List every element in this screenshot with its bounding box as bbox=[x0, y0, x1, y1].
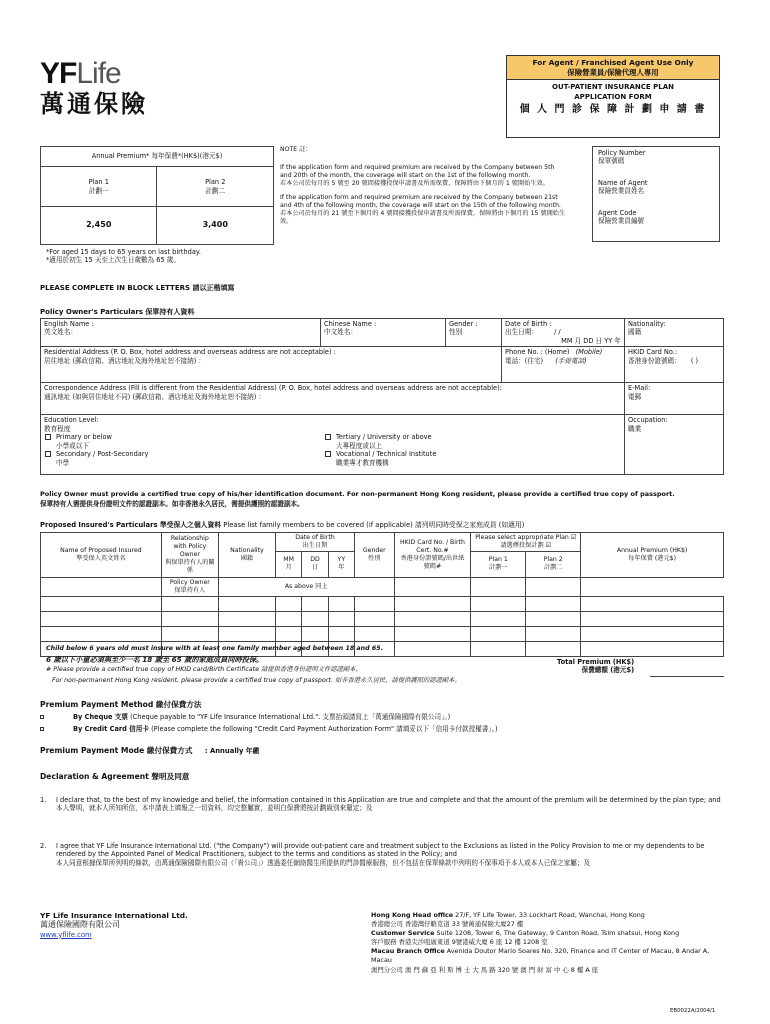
english-name-field[interactable] bbox=[41, 319, 321, 347]
decl-text-1: I declare that, to the best of my knowledge and belief, the information contained in this Application are true and complete and that the amount of the premium will be determined by the plan type; and bbox=[56, 796, 721, 804]
education-field bbox=[41, 415, 625, 475]
agent-box-line2: 保險營業員/保險代理人專用 bbox=[567, 67, 659, 77]
table-cell[interactable] bbox=[328, 611, 354, 626]
table-cell[interactable] bbox=[471, 641, 526, 656]
english-name-label: English Name : bbox=[44, 320, 94, 328]
col-plan1-cn: 計劃一 bbox=[489, 564, 508, 572]
table-cell[interactable] bbox=[161, 596, 218, 611]
hkid-label: HKID Card No.: bbox=[628, 348, 678, 357]
res-address-label: Residential Address (P. O. Box, hotel address and overseas address are not acceptable) : bbox=[44, 348, 336, 357]
decl-number-1: 1. bbox=[40, 796, 47, 804]
customer-service-label: Customer Service bbox=[371, 929, 435, 938]
table-cell[interactable] bbox=[471, 596, 526, 611]
agent-code-label-cn: 保險營業員編號 bbox=[598, 217, 645, 226]
table-cell[interactable] bbox=[471, 611, 526, 626]
note-p2-cn: 若本公司於每月的 21 號至下個月的 4 號間接獲投保申請書及所需保費，保障將由下個月的 15 號開始生效。 bbox=[280, 210, 566, 226]
chinese-name-label: Chinese Name : bbox=[324, 320, 377, 328]
declaration-item-1 bbox=[40, 796, 724, 813]
logo-brand-life: Life bbox=[76, 57, 121, 90]
total-premium-label: Total Premium (HK$) bbox=[557, 658, 635, 666]
dob-label: Date of Birth : bbox=[505, 320, 552, 328]
chinese-name-field[interactable] bbox=[321, 319, 446, 347]
col-plan-select-cn: 請選擇投保計劃 ☑ bbox=[500, 541, 552, 549]
policy-number-label-cn: 保單號碼 bbox=[598, 157, 625, 166]
logo-brand-yf: YF bbox=[40, 57, 77, 90]
table-cell[interactable] bbox=[526, 641, 581, 656]
payment-mode-value: : Annually 年繳 bbox=[204, 747, 260, 755]
age-footnote-cn: *適用於初生 15 天至上次生日歲數為 65 歲。 bbox=[46, 256, 180, 265]
policy-number-label: Policy Number bbox=[598, 149, 646, 157]
table-cell[interactable] bbox=[394, 611, 471, 626]
correspondence-address-field[interactable] bbox=[41, 383, 625, 415]
residential-address-field[interactable] bbox=[41, 347, 502, 383]
dob-label-cn: 出生日期： bbox=[505, 328, 538, 337]
row-policy-owner-cn: 保單持有人 bbox=[174, 586, 206, 594]
col-plan-select: Please select appropriate Plan ☑ bbox=[475, 534, 577, 541]
decl-text-2: I agree that YF Life Insurance International Ltd. ("the Company") will provide out-patient care and treatment subject to the Exclusions as listed in the Policy Provision to me or my dependents to be rendered by the Appointed Panel of Medical Practitioners, subject to the terms and conditions as stated in the Policy; and bbox=[56, 842, 705, 859]
owner-particulars-table bbox=[40, 318, 724, 475]
table-cell[interactable] bbox=[41, 626, 162, 641]
col-hkid-cn: 香港身份證號碼/出世紙號碼# bbox=[400, 554, 465, 570]
agent-code-label: Agent Code bbox=[598, 208, 637, 217]
table-cell[interactable] bbox=[355, 611, 395, 626]
checkbox-vocational[interactable] bbox=[325, 451, 331, 457]
edu-tertiary-cn: 大專程度或以上 bbox=[336, 441, 383, 450]
edu-vocational: Vocational / Technical Institute bbox=[336, 450, 437, 459]
table-cell[interactable] bbox=[526, 596, 581, 611]
hk-office-label: Hong Kong Head office bbox=[371, 911, 454, 919]
phone-field[interactable] bbox=[502, 347, 625, 383]
table-cell[interactable] bbox=[394, 626, 471, 641]
form-title-chinese: 個 人 門 診 保 障 計 劃 申 請 書 bbox=[519, 104, 707, 116]
phone-label: Phone No. : (Home) bbox=[505, 348, 570, 357]
cheque-desc: (Cheque payable to "YF Life Insurance International Ltd.". 支票抬頭請寫上「萬通保險國際有限公司」。) bbox=[130, 713, 451, 721]
owner-plan1-cell[interactable] bbox=[394, 577, 471, 596]
premium-header: Annual Premium* 每年保費*(HK$)(港元$) bbox=[41, 147, 274, 167]
policy-info-box bbox=[592, 146, 720, 242]
declaration-item-2 bbox=[40, 842, 724, 867]
agent-box-line1: For Agent / Franchised Agent Use Only bbox=[532, 58, 694, 67]
edu-vocational-cn: 職業專才教育機構 bbox=[336, 458, 389, 467]
owner-premium-cell[interactable] bbox=[526, 577, 581, 596]
col-gender-cn: 性別 bbox=[368, 554, 381, 562]
col-insured-name-cn: 準受保人英文姓名 bbox=[76, 554, 126, 562]
col-gender: Gender bbox=[362, 547, 386, 554]
edu-secondary: Secondary / Post-Secondary bbox=[56, 450, 149, 459]
edu-primary: Primary or below bbox=[56, 433, 112, 442]
corr-address-label-cn: 通訊地址 (如與居住地址不同) (郵政信箱、酒店地址及海外地址恕不接納) ： bbox=[44, 392, 265, 401]
english-name-label-cn: 英文姓名： bbox=[44, 328, 77, 337]
table-cell[interactable] bbox=[471, 626, 526, 641]
table-cell[interactable] bbox=[302, 626, 328, 641]
col-dd-cn: 日 bbox=[311, 564, 319, 572]
chinese-name-label-cn: 中文姓名： bbox=[324, 328, 357, 337]
table-cell[interactable] bbox=[581, 641, 724, 656]
table-cell[interactable] bbox=[275, 626, 301, 641]
declaration-title: Declaration & Agreement 聲明及同意 bbox=[40, 772, 190, 781]
customer-service-address: Suite 1208, Tower 6, The Gateway, 9 Canton Road, Tsim shatsui, Hong Kong bbox=[436, 929, 680, 938]
dob-slashes: / / bbox=[554, 328, 561, 337]
id-note-cn: 保單持有人需提供身份證明文件的認證副本。如非香港永久居民，需提供護照的認證副本。 bbox=[40, 500, 304, 508]
footer-company: YF Life Insurance International Ltd. bbox=[40, 911, 188, 920]
nationality-label-cn: 國籍 bbox=[628, 328, 642, 337]
plan2-label-cn: 計劃二 bbox=[205, 186, 226, 195]
col-dob: Date of Birth bbox=[295, 534, 335, 541]
decl-text-2-cn: 本人同意根據保單所列明的條款，由萬通保險國際有限公司（「貴公司」）透過委任網絡醫生所提供的門診醫療服務，但不包括在保單條款中列明的不保事項予本人或本人已保之家屬；及 bbox=[56, 858, 591, 867]
nationality-label: Nationality: bbox=[628, 320, 666, 328]
col-nationality-cn: 國籍 bbox=[240, 554, 254, 562]
hkid-label-cn: 香港身份證號碼： bbox=[628, 356, 681, 365]
mobile-label: (Mobile) bbox=[575, 348, 603, 357]
age-footnote: *For aged 15 days to 65 years on last birthday. bbox=[46, 248, 201, 256]
table-cell[interactable] bbox=[218, 596, 275, 611]
child-note: Child below 6 years old must insure with at least one family member aged between 18 and 65. bbox=[46, 645, 383, 652]
table-cell[interactable] bbox=[161, 611, 218, 626]
email-label: E-Mail: bbox=[628, 384, 651, 393]
total-premium-field[interactable] bbox=[650, 676, 724, 677]
dob-field[interactable] bbox=[502, 319, 625, 347]
col-dob-cn: 出生日期 bbox=[302, 541, 328, 549]
plan1-label-cn: 計劃一 bbox=[88, 186, 109, 195]
col-plan2-cn: 計劃二 bbox=[543, 564, 563, 572]
col-mm-cn: 月 bbox=[285, 564, 292, 572]
hkid-check-digit: ( ) bbox=[690, 356, 699, 365]
edu-secondary-cn: 中學 bbox=[56, 458, 70, 467]
col-yy-cn: 年 bbox=[338, 564, 345, 572]
note-p2: If the application form and required premium are received by the Company between 21st and 4th of the following month, the coverage will start on the 15th of the following month. bbox=[280, 194, 561, 210]
email-field[interactable] bbox=[625, 383, 724, 415]
macau-office-label: Macau Branch Office bbox=[371, 947, 445, 956]
col-relationship: Relationship with Policy Owner bbox=[170, 535, 209, 558]
total-premium-label-cn: 保費總額 (港元$) bbox=[581, 666, 635, 675]
table-cell[interactable] bbox=[302, 611, 328, 626]
table-cell[interactable] bbox=[581, 626, 724, 641]
form-code: EB0022A/2004/1 bbox=[670, 1008, 716, 1014]
note-p1-cn: 若本公司於每月的 5 號至 20 號間接獲投保申請書及所需保費，保障將由下個月的 1 號開始生效。 bbox=[280, 180, 549, 188]
table-cell[interactable] bbox=[355, 626, 395, 641]
plan1-label: Plan 1 bbox=[88, 178, 109, 187]
checkbox-credit-card[interactable] bbox=[40, 727, 44, 731]
table-cell[interactable] bbox=[161, 626, 218, 641]
checkbox-primary[interactable] bbox=[45, 434, 51, 440]
form-title-plan: OUT-PATIENT INSURANCE PLAN bbox=[552, 83, 674, 92]
dob-format: MM 月 DD 日 YY 年 bbox=[561, 336, 621, 345]
table-cell[interactable] bbox=[394, 596, 471, 611]
hkid-field[interactable] bbox=[625, 347, 724, 383]
agent-name-label: Name of Agent bbox=[598, 178, 648, 187]
cheque-option: By Cheque 支票 bbox=[73, 713, 128, 721]
occupation-label-cn: 職業 bbox=[628, 424, 642, 433]
checkbox-tertiary[interactable] bbox=[325, 434, 331, 440]
education-label: Education Level: bbox=[44, 416, 99, 425]
edu-tertiary: Tertiary / University or above bbox=[336, 433, 432, 442]
plan2-label: Plan 2 bbox=[205, 178, 226, 187]
table-row bbox=[41, 577, 724, 596]
table-row bbox=[41, 626, 724, 641]
res-address-label-cn: 居住地址 (郵政信箱、酒店地址及海外地址恕不接納) ： bbox=[44, 356, 205, 365]
plan1-premium: 2,450 bbox=[41, 207, 157, 245]
col-nationality: Nationality bbox=[230, 547, 264, 554]
col-hkid: HKID Card No. / Birth Cert. No.# bbox=[400, 539, 465, 554]
table-cell[interactable] bbox=[394, 641, 471, 656]
table-row bbox=[41, 611, 724, 626]
owner-plan2-cell[interactable] bbox=[471, 577, 526, 596]
table-cell[interactable] bbox=[526, 611, 581, 626]
card-desc: (Please complete the following "Credit Card Payment Authorization Form" 請填妥以下「信用卡付款授權書」。) bbox=[151, 725, 498, 733]
hkid-copy-note: # Please provide a certified true copy of HKID card/Birth Certificate 請提供香港身份證明文件認證副本。 bbox=[46, 666, 362, 673]
table-cell[interactable] bbox=[302, 596, 328, 611]
occupation-label: Occupation: bbox=[628, 416, 668, 425]
col-plan1: Plan 1 bbox=[488, 556, 508, 564]
table-cell[interactable] bbox=[275, 596, 301, 611]
mobile-label-cn: (手提電話) bbox=[555, 356, 587, 365]
table-cell[interactable] bbox=[275, 611, 301, 626]
col-dd: DD bbox=[310, 556, 320, 564]
payment-mode-label: Premium Payment Mode 繳付保費方式 bbox=[40, 746, 193, 755]
gender-label-cn: 性別 bbox=[449, 328, 463, 337]
col-annual-premium: Annual Premium (HK$) bbox=[616, 547, 688, 554]
hk-office-address: 27/F, YF Life Tower, 33 Lockhart Road, Wanchai, Hong Kong bbox=[455, 911, 645, 919]
col-plan2: Plan 2 bbox=[543, 556, 563, 564]
table-cell[interactable] bbox=[581, 596, 724, 611]
nationality-field[interactable] bbox=[625, 319, 724, 347]
logo-chinese: 萬通保險 bbox=[40, 89, 148, 118]
row-policy-owner: Policy Owner bbox=[169, 578, 210, 586]
form-title-form: APPLICATION FORM bbox=[574, 92, 652, 101]
block-letters-instruction: PLEASE COMPLETE IN BLOCK LETTERS 請以正楷填寫 bbox=[40, 284, 235, 292]
hk-office-address-cn: 香港總公司 香港灣仔駱克道 33 號萬通保險大廈27 樓 bbox=[371, 920, 524, 929]
child-note-cn: 6 歲以下小童必須與至少一名 18 歲至 65 歲的家庭成員同時投保。 bbox=[46, 655, 264, 664]
as-above-cell: As above 同上 bbox=[218, 577, 394, 596]
card-option: By Credit Card 信用卡 bbox=[73, 725, 149, 733]
footer-company-cn: 萬通保險國際有限公司 bbox=[40, 920, 120, 930]
col-relationship-cn: 與保單持有人的關係 bbox=[165, 558, 215, 574]
gender-field[interactable] bbox=[446, 319, 502, 347]
plan2-premium: 3,400 bbox=[157, 207, 274, 245]
macau-office-address: Avenida Doutor Mario Soares No. 320, Finance and IT Center of Macau, 8 Andar A, Macau bbox=[371, 947, 710, 965]
customer-service-address-cn: 客戶服務 香港尖沙咀廣東道 9號港威大廈 6 座 12 樓 1208 室 bbox=[371, 938, 548, 947]
premium-table bbox=[40, 146, 274, 245]
owner-name-cell[interactable] bbox=[41, 577, 162, 596]
corr-address-label: Correspondence Address (Fill is different from the Residential Address) (P. O. Box, hotel address and overseas address are not acceptable): bbox=[44, 384, 502, 393]
insured-section-subtitle: Please list family members to be covered (if applicable) 請列明同時受保之家庭成員 (如適用) bbox=[223, 521, 525, 529]
id-note: Policy Owner must provide a certified true copy of his/her identification document. For non-permanent Hong Kong resident, please provide a certified true copy of passport. bbox=[40, 490, 675, 498]
owner-section-title: Policy Owner's Particulars 保單持有人資料 bbox=[40, 308, 195, 316]
company-logo bbox=[40, 58, 148, 118]
table-cell[interactable] bbox=[355, 596, 395, 611]
col-yy: YY bbox=[337, 556, 346, 564]
decl-text-1-cn: 本人聲明，就本人所知所信，本申請表上填報之一切資料，均完整屬實，並明白保費將按計劃級別來釐定；及 bbox=[56, 804, 373, 813]
macau-office-address-cn: 澳門分公司 澳 門 蘇 亞 利 斯 博 士 大 馬 路 320 號 澳 門 財 富 中 心 8 樓 A 座 bbox=[371, 965, 599, 974]
insured-table bbox=[40, 532, 724, 657]
table-cell[interactable] bbox=[526, 626, 581, 641]
table-row bbox=[41, 596, 724, 611]
table-cell[interactable] bbox=[218, 611, 275, 626]
checkbox-cheque[interactable] bbox=[40, 715, 44, 719]
table-cell[interactable] bbox=[218, 626, 275, 641]
col-annual-premium-cn: 每年保費 (港元$) bbox=[628, 554, 676, 562]
gender-label: Gender : bbox=[449, 320, 478, 328]
table-cell[interactable] bbox=[328, 596, 354, 611]
checkbox-secondary[interactable] bbox=[45, 451, 51, 457]
passport-note: For non-permanent Hong Kong resident, please provide a certified true copy of passport. 如非香港永久居民，請提供護照的認證副本。 bbox=[52, 677, 461, 684]
payment-method-title: Premium Payment Method 繳付保費方法 bbox=[40, 700, 202, 709]
coverage-note bbox=[280, 146, 568, 227]
email-label-cn: 電郵 bbox=[628, 392, 642, 401]
edu-primary-cn: 小學或以下 bbox=[56, 441, 89, 450]
agent-name-label-cn: 保險營業員姓名 bbox=[598, 187, 645, 196]
insured-section-title: Proposed Insured's Particulars 準受保人之個人資料 bbox=[40, 521, 222, 529]
decl-number-2: 2. bbox=[40, 842, 47, 850]
footer-website-link[interactable]: www.yflife.com bbox=[40, 930, 92, 939]
col-mm: MM bbox=[283, 556, 294, 564]
table-cell[interactable] bbox=[328, 626, 354, 641]
phone-label-cn: 電話：(住宅) bbox=[505, 356, 544, 365]
table-cell[interactable] bbox=[41, 611, 162, 626]
table-cell[interactable] bbox=[41, 596, 162, 611]
col-insured-name: Name of Proposed Insured bbox=[60, 547, 142, 554]
education-label-cn: 教育程度 bbox=[44, 424, 71, 433]
note-p1: If the application form and required premium are received by the Company between 5th and 20th of the month, the coverage will start on the 1st of the following month. bbox=[280, 164, 555, 180]
note-title: NOTE 註： bbox=[280, 146, 312, 153]
table-cell[interactable] bbox=[581, 611, 724, 626]
occupation-field[interactable] bbox=[625, 415, 724, 475]
agent-use-box bbox=[506, 55, 720, 138]
